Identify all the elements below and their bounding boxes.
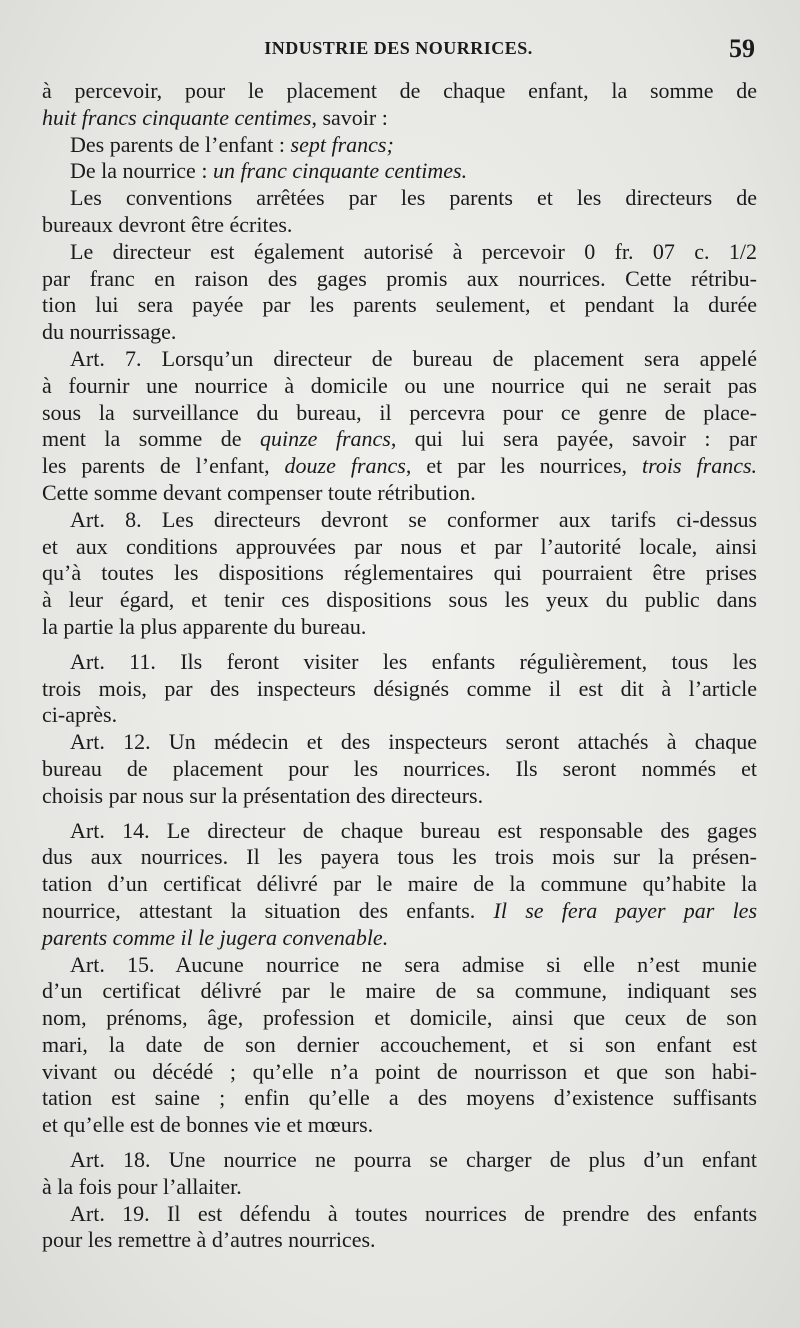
text-line [42, 649, 757, 676]
text-span: vivant ou décédé ; qu’elle n’a point de nourrisson et que son habi- [42, 1058, 757, 1084]
text-span: tation est saine ; enfin qu’elle a des moyens d’existence suffisants [42, 1085, 757, 1111]
text-line [42, 560, 757, 587]
text-span: trois mois, par des inspecteurs désignés comme il est dit à l’article [42, 675, 757, 701]
page-number: 59 [729, 34, 755, 63]
text-span: Art. 7. Lorsqu’un directeur de bureau de placement sera appelé [70, 345, 757, 371]
text-span: Le directeur est également autorisé à percevoir 0 fr. 07 c. 1/2 [70, 238, 757, 264]
text-span: à leur égard, et tenir ces dispositions sous les yeux du public dans [42, 587, 757, 613]
text-span: Art. 19. Il est défendu à toutes nourrices de prendre des enfants [70, 1200, 757, 1226]
text-line [42, 676, 757, 703]
italic-text: parents comme il le jugera convenable. [42, 924, 389, 950]
text-line [42, 844, 757, 871]
text-span: Art. 14. Le directeur de chaque bureau est responsable des gages [70, 817, 757, 843]
text-line [42, 1005, 757, 1032]
page-header [42, 34, 755, 66]
text-span: , et par les nourrices, [405, 453, 643, 479]
text-line [42, 898, 757, 925]
text-span: Des parents de l’enfant : [70, 131, 291, 157]
italic-text: trois francs. [642, 453, 758, 479]
text-line [42, 239, 757, 266]
text-line [42, 978, 757, 1005]
running-head: INDUSTRIE DES NOURRICES. [264, 38, 533, 58]
text-line [42, 266, 757, 293]
text-span: tation d’un certificat délivré par le maire de la commune qu’habite la [42, 871, 757, 897]
text-span: à fournir une nourrice à domicile ou une nourrice qui ne serait pas [42, 372, 757, 398]
text-span: Art. 18. Une nourrice ne pourra se charger de plus d’un enfant [70, 1147, 757, 1173]
text-span: ment la somme de [42, 426, 260, 452]
text-span: d’un certificat délivré par le maire de sa commune, indiquant ses [42, 978, 757, 1004]
text-line [42, 1174, 757, 1201]
text-span: qu’à toutes les dispositions réglementaires qui pourraient être prises [42, 560, 757, 586]
text-span: à percevoir, pour le placement de chaque enfant, la somme de [42, 78, 757, 103]
text-line [42, 212, 757, 239]
italic-text: huit francs cinquante centimes [42, 104, 312, 130]
italic-text: Il se fera payer par les [493, 897, 758, 923]
text-span: à la fois pour l’allaiter. [42, 1173, 242, 1199]
text-span: nom, prénoms, âge, profession et domicile, ainsi que ceux de son [42, 1005, 757, 1031]
italic-text: douze francs [284, 453, 406, 479]
paragraph-gap [42, 1139, 757, 1147]
text-line [42, 756, 757, 783]
text-line [42, 480, 757, 507]
text-line [42, 871, 757, 898]
text-line [42, 587, 757, 614]
text-span: De la nourrice : [70, 158, 213, 184]
italic-text: sept francs; [290, 131, 394, 157]
text-line [42, 729, 757, 756]
text-span: pour les remettre à d’autres nourrices. [42, 1227, 376, 1253]
text-line [42, 952, 757, 979]
text-line [42, 319, 757, 346]
text-line [42, 1147, 757, 1174]
text-line [42, 702, 757, 729]
body-text [42, 78, 757, 1254]
text-span: mari, la date de son dernier accouchement, et si son enfant est [42, 1031, 757, 1057]
text-span: dus aux nourrices. Il les payera tous les trois mois sur la présen- [42, 844, 757, 870]
text-line [42, 614, 757, 641]
text-span: ci-après. [42, 702, 118, 728]
text-span: , qui lui sera payée, savoir : par [390, 426, 757, 452]
paragraph-gap [42, 641, 757, 649]
text-line [42, 818, 757, 845]
text-line [42, 185, 757, 212]
paragraph-gap [42, 810, 757, 818]
text-line [42, 453, 757, 480]
text-span: Art. 8. Les directeurs devront se conformer aux tarifs ci-dessus [70, 506, 757, 532]
text-span: Cette somme devant compenser toute rétribution. [42, 479, 476, 505]
italic-text: un franc cinquante centimes. [212, 158, 468, 184]
text-line [42, 78, 757, 105]
text-line [42, 1201, 757, 1228]
text-span: et aux conditions approuvées par nous et par l’autorité locale, ainsi [42, 533, 757, 559]
text-span: Les conventions arrêtées par les parents et les directeurs de [70, 185, 757, 211]
text-span: Art. 12. Un médecin et des inspecteurs seront attachés à chaque [70, 729, 757, 755]
text-span: , savoir : [311, 104, 388, 130]
text-line [42, 507, 757, 534]
text-span: les parents de l’enfant, [42, 453, 285, 479]
text-line [42, 783, 757, 810]
text-line [42, 132, 757, 159]
text-span: choisis par nous sur la présentation des directeurs. [42, 782, 484, 808]
text-line [42, 1112, 757, 1139]
text-span: bureaux devront être écrites. [42, 211, 293, 237]
text-span: sous la surveillance du bureau, il percevra pour ce genre de place- [42, 399, 757, 425]
text-span: Art. 15. Aucune nourrice ne sera admise si elle n’est munie [70, 951, 757, 977]
text-line [42, 400, 757, 427]
text-line [42, 426, 757, 453]
text-line [42, 925, 757, 952]
text-line [42, 105, 757, 132]
italic-text: quinze francs [259, 426, 391, 452]
text-span: et qu’elle est de bonnes vie et mœurs. [42, 1112, 374, 1138]
text-span: par franc en raison des gages promis aux nourrices. Cette rétribu- [42, 265, 757, 291]
text-span: du nourrissage. [42, 319, 177, 345]
text-span: Art. 11. Ils feront visiter les enfants régulièrement, tous les [70, 648, 757, 674]
text-line [42, 1227, 757, 1254]
text-line [42, 1032, 757, 1059]
text-span: nourrice, attestant la situation des enfants. [42, 897, 494, 923]
text-span: tion lui sera payée par les parents seulement, et pendant la durée [42, 292, 757, 318]
text-line [42, 292, 757, 319]
text-line [42, 534, 757, 561]
text-span: bureau de placement pour les nourrices. Ils seront nommés et [42, 755, 757, 781]
text-line [42, 158, 757, 185]
text-line [42, 346, 757, 373]
text-line [42, 373, 757, 400]
text-line [42, 1059, 757, 1086]
text-line [42, 1085, 757, 1112]
text-span: la partie la plus apparente du bureau. [42, 613, 367, 639]
